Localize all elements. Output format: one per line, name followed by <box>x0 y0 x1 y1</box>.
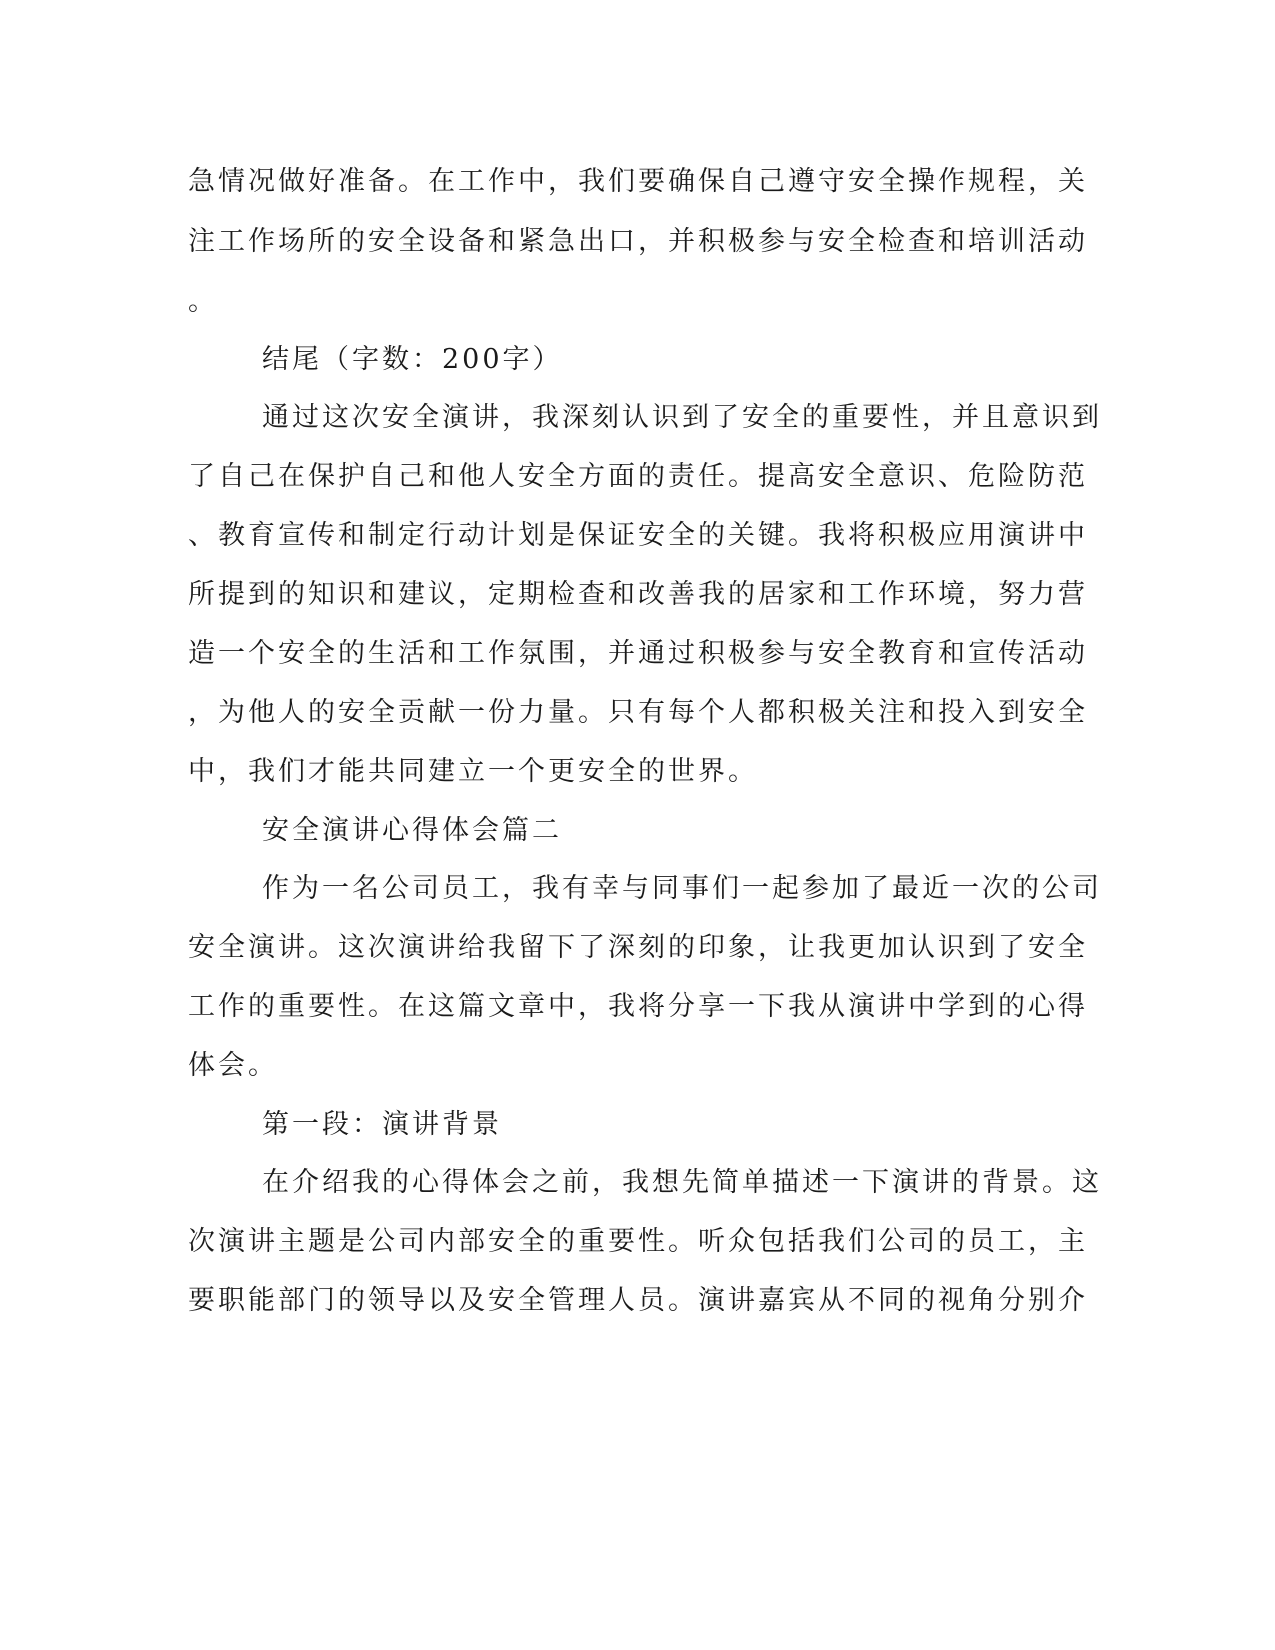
body-text-line: 中，我们才能共同建立一个更安全的世界。 <box>188 756 758 787</box>
body-text-line: 、教育宣传和制定行动计划是保证安全的关键。我将积极应用演讲中 <box>188 520 1088 551</box>
body-text-line: 了自己在保护自己和他人安全方面的责任。提高安全意识、危险防范 <box>188 461 1088 492</box>
body-text-line: 注工作场所的安全设备和紧急出口，并积极参与安全检查和培训活动 <box>188 226 1088 257</box>
section-heading: 第一段：演讲背景 <box>262 1109 502 1140</box>
body-text-line: 通过这次安全演讲，我深刻认识到了安全的重要性，并且意识到 <box>262 402 1102 433</box>
body-text-line: 作为一名公司员工，我有幸与同事们一起参加了最近一次的公司 <box>262 873 1102 904</box>
body-text-line: 工作的重要性。在这篇文章中，我将分享一下我从演讲中学到的心得 <box>188 991 1088 1022</box>
section-title: 安全演讲心得体会篇二 <box>262 815 562 846</box>
body-text-line: 在介绍我的心得体会之前，我想先简单描述一下演讲的背景。这 <box>262 1167 1102 1198</box>
section-heading: 结尾（字数：200字） <box>262 344 563 375</box>
body-text-line: 造一个安全的生活和工作氛围，并通过积极参与安全教育和宣传活动 <box>188 638 1088 669</box>
body-text-line: 体会。 <box>188 1050 278 1081</box>
body-text-line: 安全演讲。这次演讲给我留下了深刻的印象，让我更加认识到了安全 <box>188 932 1088 963</box>
body-text-line: 所提到的知识和建议，定期检查和改善我的居家和工作环境，努力营 <box>188 579 1088 610</box>
body-text-line: 要职能部门的领导以及安全管理人员。演讲嘉宾从不同的视角分别介 <box>188 1285 1088 1316</box>
body-text-line: 急情况做好准备。在工作中，我们要确保自己遵守安全操作规程，关 <box>188 166 1088 197</box>
body-text-line: ，为他人的安全贡献一份力量。只有每个人都积极关注和投入到安全 <box>188 697 1088 728</box>
body-text-line: 。 <box>188 286 218 317</box>
body-text-line: 次演讲主题是公司内部安全的重要性。听众包括我们公司的员工，主 <box>188 1226 1088 1257</box>
